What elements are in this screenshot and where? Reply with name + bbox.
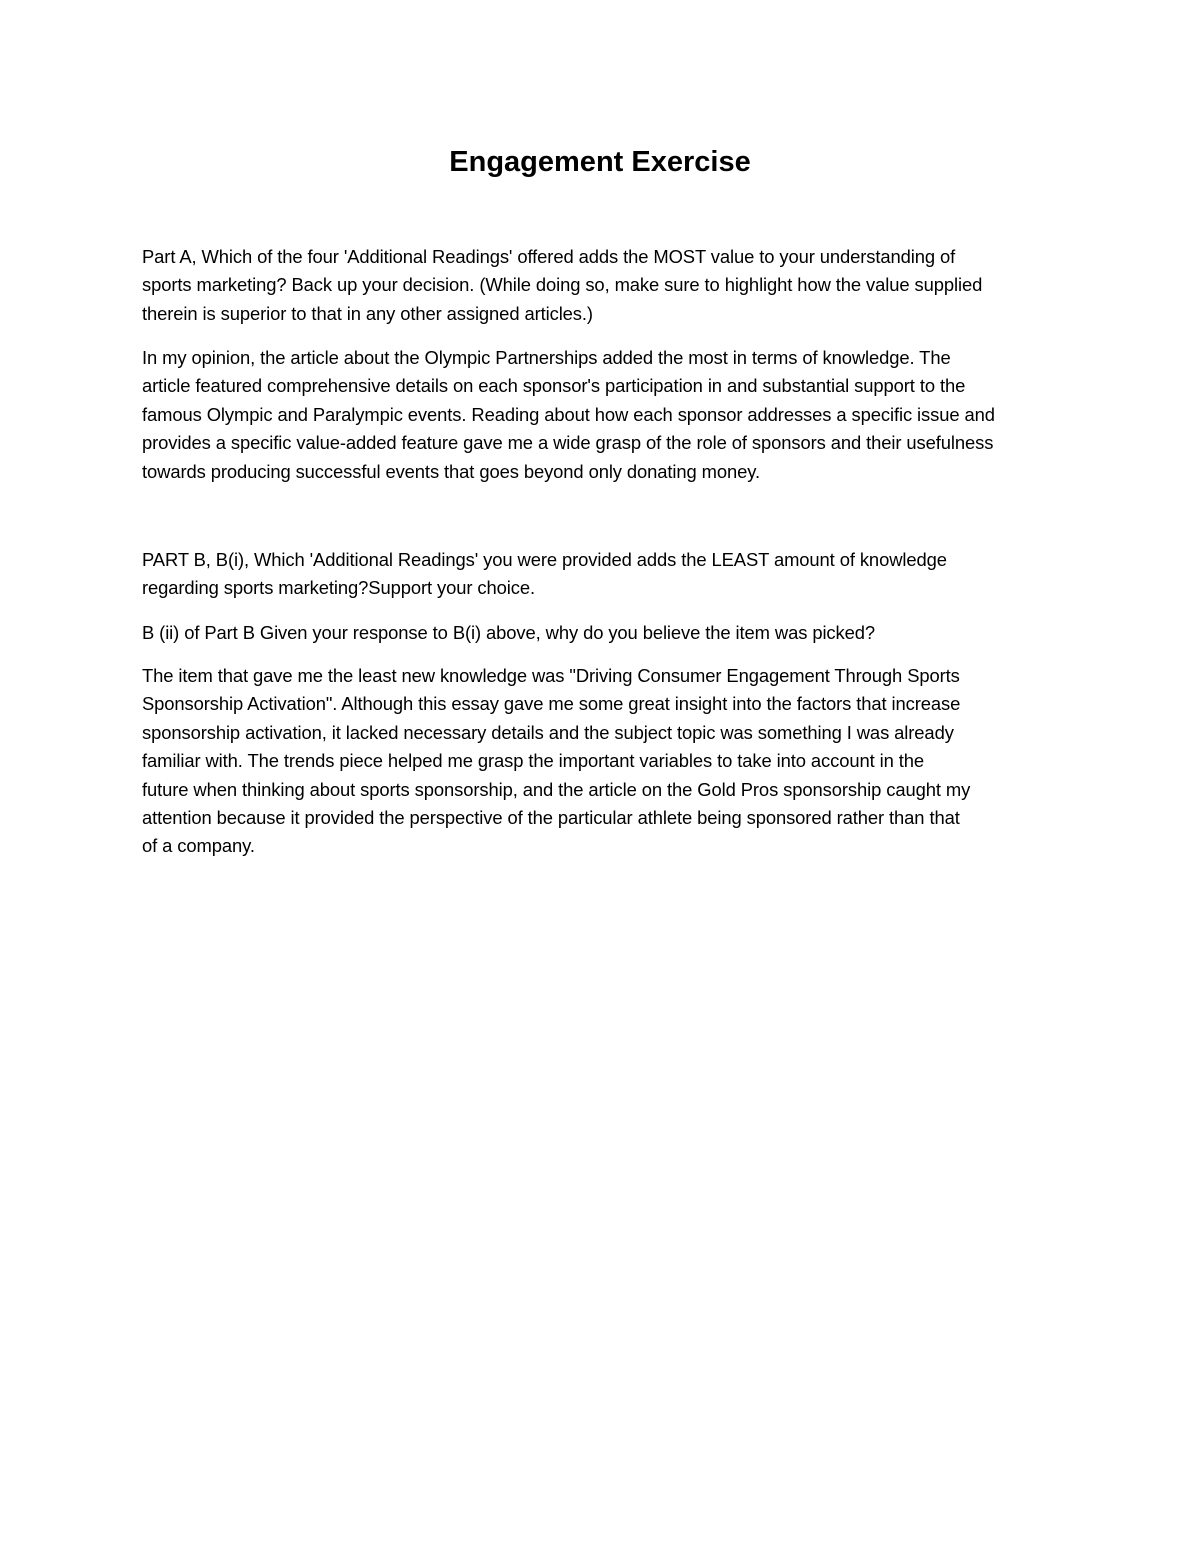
text-line: PART B, B(i), Which 'Additional Readings' you were provided adds the LEAST amount of knowledge xyxy=(142,549,947,570)
text-line: In my opinion, the article about the Olympic Partnerships added the most in terms of knowledge. The xyxy=(142,347,951,368)
text-line: famous Olympic and Paralympic events. Reading about how each sponsor addresses a specific issue and xyxy=(142,403,995,425)
text-line: of a company. xyxy=(142,835,255,857)
text-line: B (ii) of Part B Given your response to B(i) above, why do you believe the item was picked? xyxy=(142,622,876,643)
text-line: Sponsorship Activation". Although this essay gave me some great insight into the factors that increase xyxy=(142,693,961,715)
part-a-answer xyxy=(142,344,1062,486)
part-b-ii-question xyxy=(142,619,1062,647)
text-line: sponsorship activation, it lacked necessary details and the subject topic was something I was already xyxy=(142,721,954,743)
text-line: attention because it provided the perspective of the particular athlete being sponsored rather than that xyxy=(142,806,960,828)
text-line: provides a specific value-added feature gave me a wide grasp of the role of sponsors and their usefulness xyxy=(142,432,994,454)
part-b-i-question xyxy=(142,546,1062,603)
text-line: regarding sports marketing?Support your choice. xyxy=(142,577,535,599)
text-line: familiar with. The trends piece helped me grasp the important variables to take into account in the xyxy=(142,750,925,772)
document-title: Engagement Exercise xyxy=(449,146,751,178)
text-line: article featured comprehensive details on each sponsor's participation in and substantial support to the xyxy=(142,375,966,397)
text-line: therein is superior to that in any other assigned articles.) xyxy=(142,302,593,324)
part-a-question xyxy=(142,243,1062,328)
part-b-answer xyxy=(142,662,1062,861)
text-line: sports marketing? Back up your decision. (While doing so, make sure to highlight how the value supplied xyxy=(142,274,983,296)
text-line: towards producing successful events that goes beyond only donating money. xyxy=(142,460,761,482)
text-line: The item that gave me the least new knowledge was "Driving Consumer Engagement Through Sports xyxy=(142,665,960,686)
text-line: Part A, Which of the four 'Additional Readings' offered adds the MOST value to your understanding of xyxy=(142,246,956,267)
text-line: future when thinking about sports sponsorship, and the article on the Gold Pros sponsorship caught my xyxy=(142,778,971,800)
